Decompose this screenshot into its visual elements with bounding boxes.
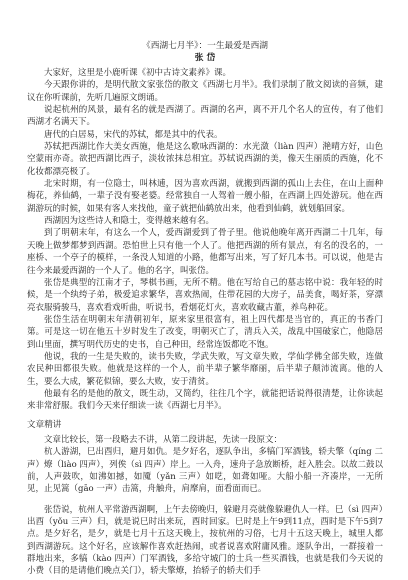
body-paragraph: 说起杭州的风景，最有名的就是西湖了。西湖的名声，离不开几个名人的宣传，有了他们西湖才名满天下。 <box>27 105 383 128</box>
body-paragraph: 西湖因为这些诗人和隐士，变得越来越有名。 <box>44 216 215 227</box>
body-paragraph: 张岱生活在明朝末年清朝初年，原来家里很富有，祖上四代都是当官的，真正的书香门第。可是这一切在他五十岁时发生了改变，明朝灭亡了，清兵入关，战乱中国破家亡，他隐居到山里面，撰写明代历史的史书，自己种田，经常连饭都吃不饱。 <box>27 314 383 350</box>
analysis-section <box>27 419 383 578</box>
body-paragraph: 他最有名的是他的散文，既生动，又简约，往往几个字，就能把话说得很清楚，让你读起来非常舒服。我们今天来仔细读一读《西湖七月半》。 <box>27 388 383 412</box>
body-paragraph: 到了明朝末年，有这么一个人，爱西湖爱到了骨子里。他说他晚年离开西湖二十几年，每天晚上做梦都梦到西湖。恐怕世上只有他一个人了。他把西湖的所有景点，有名的没名的，一座桥、一个亭子的模样，一条没人知道的小路，他都写出来，写了好几本书。可以说，他是古往今来最爱西湖的一个人了。他的名字，叫张岱。 <box>27 228 383 276</box>
body-paragraph: 张岱是典型的江南才子，琴棋书画，无所不精。他在写给自己的墓志铭中说：我年轻的时候，是一个纨绔子弟，极爱追求繁华，喜欢热闹，住带花园的大房子，品美食，喝好茶，穿漂亮衣服骑骏马，喜欢看戏听曲，听说书，看烟花灯火，喜欢收藏古董，养鸟种花。 <box>27 277 383 313</box>
body-paragraph: 他说，我的一生是失败的，读书失败，学武失败，写文章失败，学仙学佛全部失败，连做农民种田都很失败。他就是这样的一个人，前半辈子繁华靡丽，后半辈子颠沛流离。他的人生，要么大成，繁花似锦，要么大败，安于清贫。 <box>27 351 383 387</box>
section-heading: 文章精讲 <box>27 419 62 430</box>
intro-section <box>27 67 383 413</box>
body-paragraph: 张岱说，杭州人平常游西湖啊，上午去傍晚归，躲避月亮就像躲避仇人一样。巳（sì 四声）出酉（yǒu 三声）归，就是说巳时出来玩，酉时回家。巳时是上午9到11点，酉时是下午5到7点。是夕好名，是夕，就是七月十五这天晚上，按杭州的习俗，七月十五这天晚上，城里人都到西湖游玩。这个好名，应该解作喜欢赶热闹，或者说喜欢附庸风雅。逐队争出，一群接着一群地出来，多犒（kào 四声）门军酒钱，多给守城门的士兵一些买酒钱，也就是我们今天说的小费（目的是请他们晚点关门），轿夫擎燎，抬轿子的轿夫们手 <box>27 504 383 577</box>
article-title: 《西湖七月半》：一生最爱是西湖 <box>142 41 268 51</box>
body-paragraph: 唐代的白居易，宋代的苏轼，都是其中的代表。 <box>44 129 223 140</box>
body-paragraph: 今天跟你讲的，是明代散文家张岱的散文《西湖七月半》。我们录制了散文阅读的音频，建议在你听课前，先听几遍原文朗诵。 <box>27 80 383 103</box>
body-paragraph: 苏轼把西湖比作大美女西施，他是这么歌咏西湖的：水光潋（liàn 四声）滟晴方好，山色空蒙雨亦奇。欲把西湖比西子，淡妆浓抹总相宜。苏轼说西湖的美，像天生丽质的西施，化不化妆都漂亮极了。 <box>27 142 383 177</box>
article-author: 张 岱 <box>194 53 216 63</box>
body-paragraph: 文章比较长，第一段略去不讲，从第二段讲起，先读一段原文： <box>44 434 283 445</box>
original-text-excerpt: 杭人游湖，巳出酉归，避月如仇。是夕好名，逐队争出，多犒门军酒钱，轿夫擎（qíng 二声）燎（liào 四声），列俟（sì 四声）岸上。一入舟，速舟子急放断桥，赶入胜会。以故二鼓以前，人声鼓吹，如沸如撼，如魇（yǎn 三声）如呓，如聋如哑。大船小船一齐凑岸，一无所见，止见篙（gāo 一声）击篙，舟触舟，肩摩肩，面看面而已。 <box>27 447 383 495</box>
body-paragraph: 大家好，这里是小鹿听课《初中古诗文素养》课。 <box>44 68 232 78</box>
body-paragraph: 北宋时期，有一位隐士，叫林逋，因为喜欢西湖，就搬到西湖的孤山上去住，在山上面种梅花，养仙鹤，一辈子没有娶老婆。经常独自一人驾着一艘小船，在西湖上四处游玩。他在西湖游玩的时候，如果有客人来找他，童子就把仙鹤放出来，他看到仙鹤，就划船回家。 <box>27 179 383 214</box>
